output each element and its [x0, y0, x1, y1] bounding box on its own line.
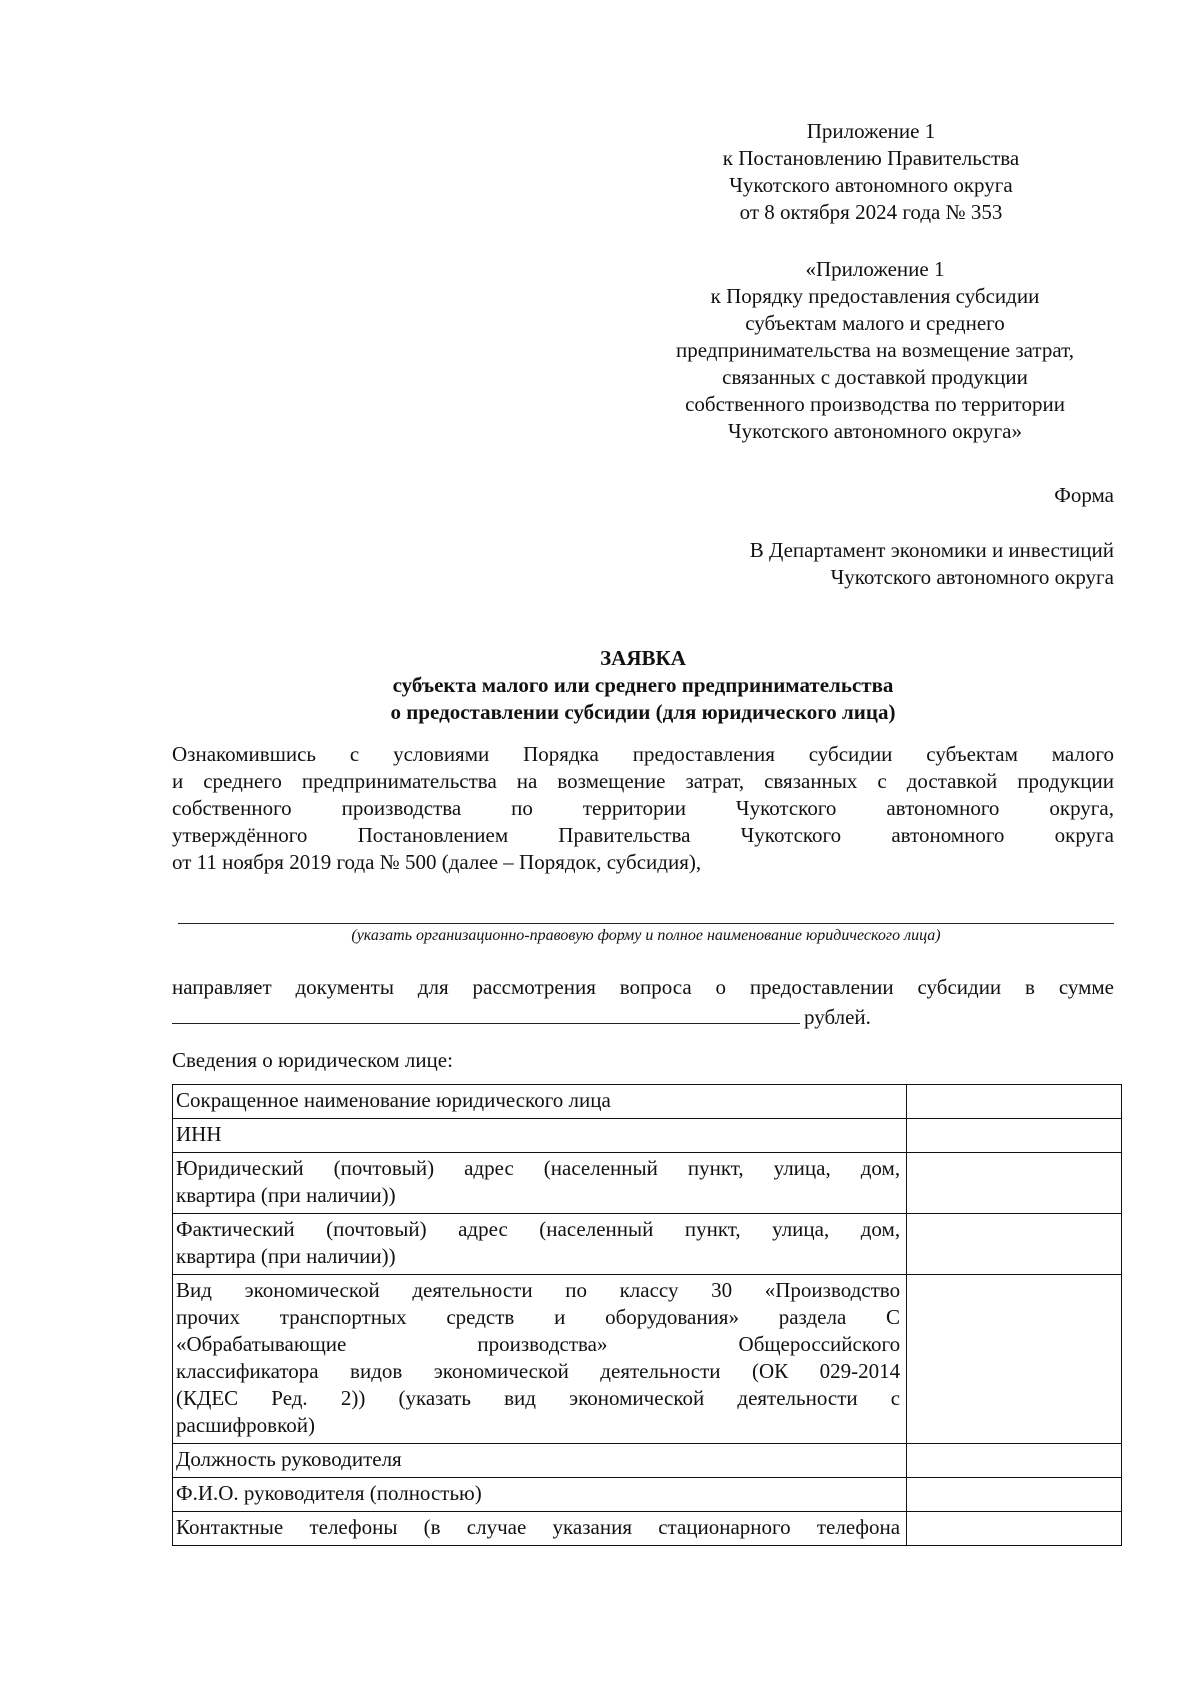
- row-label: Юридический (почтовый) адрес (населенный пункт, улица, дом, квартира (при наличии)): [173, 1153, 907, 1214]
- appendix-quote-line: связанных с доставкой продукции: [722, 365, 1028, 389]
- addressee-line: В Департамент экономики и инвестиций: [749, 538, 1114, 562]
- intro-paragraph: [172, 741, 1114, 876]
- sum-field[interactable]: [172, 1001, 800, 1024]
- intro-line: и среднего предпринимательства на возмещение затрат, связанных с доставкой продукции: [172, 769, 1114, 793]
- intro-line: от 11 ноября 2019 года № 500 (далее – Порядок, субсидия),: [172, 850, 702, 874]
- title-main: ЗАЯВКА: [600, 646, 686, 670]
- request-paragraph: [172, 974, 1114, 1031]
- table-row: [173, 1119, 1122, 1153]
- intro-line: собственного производства по территории Чукотского автономного округа,: [172, 796, 1114, 820]
- table-row: [173, 1512, 1122, 1546]
- table-row: [173, 1275, 1122, 1444]
- appendix-header-line: Приложение 1: [806, 119, 936, 143]
- currency-label: рублей.: [804, 1005, 871, 1029]
- row-value-cell[interactable]: [907, 1478, 1122, 1512]
- row-value-cell[interactable]: [907, 1153, 1122, 1214]
- row-label: Контактные телефоны (в случае указания стационарного телефона: [173, 1512, 907, 1546]
- table-row: [173, 1153, 1122, 1214]
- addressee: [750, 537, 1114, 591]
- form-label: Форма: [1054, 483, 1114, 507]
- row-value-cell[interactable]: [907, 1275, 1122, 1444]
- appendix-header: [656, 118, 1086, 226]
- appendix-quote-line: «Приложение 1: [805, 257, 945, 281]
- document-title: [172, 645, 1114, 726]
- title-subtitle: о предоставлении субсидии (для юридического лица): [390, 700, 896, 724]
- row-label: Должность руководителя: [173, 1444, 907, 1478]
- intro-line: утверждённого Постановлением Правительства Чукотского автономного округа: [172, 823, 1114, 847]
- intro-line: Ознакомившись с условиями Порядка предоставления субсидии субъектам малого: [172, 742, 1114, 766]
- appendix-quote-line: собственного производства по территории: [685, 392, 1065, 416]
- appendix-header-line: от 8 октября 2024 года № 353: [739, 200, 1003, 224]
- appendix-quote: [640, 256, 1110, 445]
- row-label: Сокращенное наименование юридического лица: [173, 1085, 907, 1119]
- org-name-field[interactable]: [178, 923, 1114, 924]
- title-subtitle: субъекта малого или среднего предпринимательства: [392, 673, 894, 697]
- appendix-header-line: к Постановлению Правительства: [722, 146, 1020, 170]
- appendix-header-line: Чукотского автономного округа: [729, 173, 1013, 197]
- row-label: Вид экономической деятельности по классу 30 «Производство прочих транспортных средств и оборудования» раздела С «Обрабатывающие производства» Общероссийского классификатора видов экономической деятельности (ОК 029-2014 (КДЕС Ред. 2)) (указать вид экономической деятельности с расшифровкой): [173, 1275, 907, 1444]
- table-row: [173, 1444, 1122, 1478]
- row-value-cell[interactable]: [907, 1085, 1122, 1119]
- table-row: [173, 1214, 1122, 1275]
- appendix-quote-line: субъектам малого и среднего: [745, 311, 1005, 335]
- row-value-cell[interactable]: [907, 1214, 1122, 1275]
- row-value-cell[interactable]: [907, 1512, 1122, 1546]
- row-label: Фактический (почтовый) адрес (населенный пункт, улица, дом, квартира (при наличии)): [173, 1214, 907, 1275]
- org-name-caption: (указать организационно-правовую форму и полное наименование юридического лица): [351, 927, 941, 944]
- appendix-quote-line: предпринимательства на возмещение затрат,: [676, 338, 1074, 362]
- section-label: Сведения о юридическом лице:: [172, 1048, 453, 1072]
- request-line: направляет документы для рассмотрения вопроса о предоставлении субсидии в сумме: [172, 975, 1114, 999]
- table-row: [173, 1478, 1122, 1512]
- table-row: [173, 1085, 1122, 1119]
- row-value-cell[interactable]: [907, 1444, 1122, 1478]
- legal-entity-table: [172, 1084, 1122, 1546]
- request-sum-line: [172, 1001, 1114, 1031]
- appendix-quote-line: Чукотского автономного округа»: [728, 419, 1022, 443]
- addressee-line: Чукотского автономного округа: [830, 565, 1114, 589]
- row-value-cell[interactable]: [907, 1119, 1122, 1153]
- row-label: Ф.И.О. руководителя (полностью): [173, 1478, 907, 1512]
- appendix-quote-line: к Порядку предоставления субсидии: [710, 284, 1040, 308]
- row-label: ИНН: [173, 1119, 907, 1153]
